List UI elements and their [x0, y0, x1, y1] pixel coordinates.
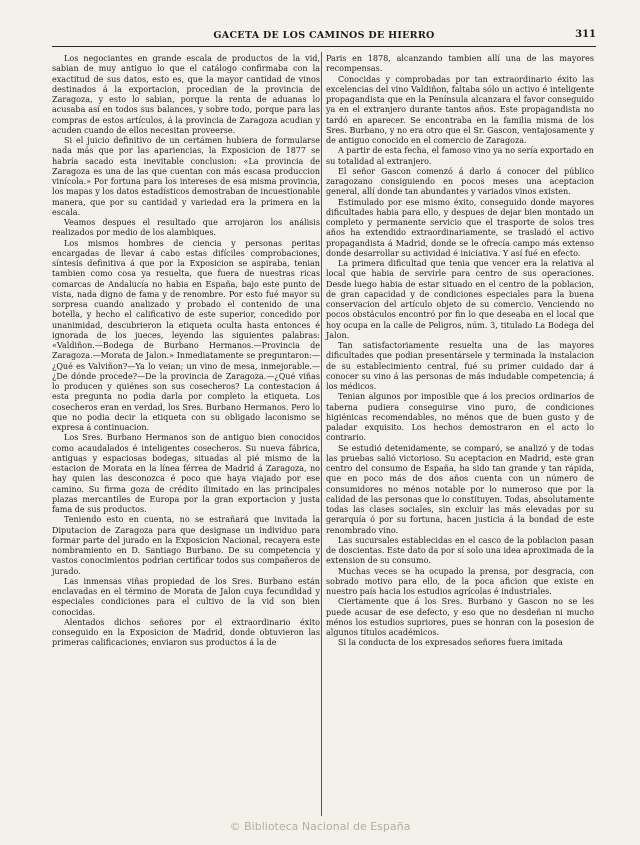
paragraph: A partir de esta fecha, el famoso vino ya no sería exportado en su totalidad al extranjero. [326, 146, 594, 166]
paragraph: Ciertamente que á los Sres. Burbano y Gascon no se les puede acusar de ese defecto, y eso que no desdeñan ni mucho ménos los estudios supriores, pues se honran con la posesion de algunos títulos académicos. [326, 597, 594, 637]
paragraph: Conocidas y comprobadas por tan extraordinario éxito las excelencias del vino Valdiñon, faltaba sólo un activo é inteligente propagandista que en la Península alcanzara el favor conseguido ya en el extranjero durante tantos años. Este propagandista no tardó en aparecer. Se encontraba en la familia misma de los Sres. Burbano, y no era otro que el Sr. Gascon, ventajosamente y de antiguo conocido en el comercio de Zaragoza. [326, 74, 594, 145]
paragraph: Paris en 1878, alcanzando tambien allí una de las mayores recompensas. [326, 54, 594, 74]
paragraph: Los Sres. Burbano Hermanos son de antiguo bien conocidos como acaudalados é inteligentes cosecheros. Su nueva fábrica, antiguas y espaciosas bodegas, situadas al pié mismo de la estacion de Morata en la línea férrea de Madrid á Zaragoza, no hay quien las desconozca é poco que haya viajado por ese camino. Su firma goza de crédito ilimitado en las principales plazas mercantiles de Europa por la gran exportacion y justa fama de sus productos. [52, 433, 320, 514]
paragraph: Se estudió detenidamente, se comparó, se analizó y de todas las pruebas salió victorioso. Su aceptacion en Madrid, este gran centro del consumo de España, ha sido tan grande y tan rápida, que en poco más de dos años cuenta con un número de consumidores no ménos notable por lo numeroso que por la calidad de las personas que lo constituyen. Todas, absolutamente todas las clases sociales, sin excluir las más elevadas por su gerarquía ó por su fortuna, hacen justicia á la bondad de este renombrado vino. [326, 443, 594, 535]
paragraph: Las inmensas viñas propiedad de los Sres. Burbano están enclavadas en el término de Morata de Jalon cuya fecundidad y especiales condiciones para el cultivo de la vid son bien conocidas. [52, 576, 320, 617]
left-column [52, 54, 320, 649]
paragraph: Teniendo esto en cuenta, no se estrañará que invitada la Diputacion de Zaragoza para que designase un individuo para formar parte del jurado en la Exposicion Nacional, recayera este nombramiento en D. Santiago Burbano. De su competencia y vastos conocimientos podrian certificar todos sus compañeros de jurado. [52, 515, 320, 576]
paragraph: La primera dificultad que tenia que vencer era la relativa al local que habia de servirle para centro de sus operaciones. Desde luego habia de estar situado en el centro de la poblacion, de gran capacidad y de condiciones especiales para la buena conservacion del artículo objeto de su comercio. Venciendo no pocos obstáculos encontró por fin lo que deseaba en el local que hoy ocupa en la calle de Peligros, núm. 3, titulado La Bodega del Jalon. [326, 259, 594, 340]
journal-title: GACETA DE LOS CAMINOS DE HIERRO [213, 30, 435, 41]
paragraph: Tenian algunos por imposible que á los precios ordinarios de taberna pudiera conseguirse vino puro, de condiciones higiénicas recomendables, no ménos que de buen gusto y de paladar exquisito. Los hechos demostraron en el acto lo contrario. [326, 392, 594, 443]
paragraph: Tan satisfactoriamente resuelta una de las mayores dificultades que podian presentársele y terminada la instalacion de su establecimiento central, fué su primer cuidado dar á conocer su vino á las personas de más indudable competencia; á los médicos. [326, 341, 594, 391]
paragraph: Si la conducta de los expresados señores fuera imitada [338, 638, 563, 648]
paragraph: Si el juicio definitivo de un certámen hubiera de formularse nada más que por las apariencias, la Exposicion de 1877 se habría sacado esta inevitable conclusion: «La provincia de Zaragoza es una de las que cuentan con más escasa produccion vinícola.» Por fortuna para los intereses de esa misma provincia, los mapas y los datos estadísticos demostraban de incuestionable manera, que por su cantidad y variedad era la primera en la escala. [52, 136, 320, 217]
paragraph: Los mismos hombres de ciencia y personas peritas encargadas de llevar á cabo estas difíciles comprobaciones, síntesis definitiva á que por la Exposicion se aspiraba, tenian tambien como cosa ya resuelta, que fuera de nuestras ricas comarcas de Andalucía no habia en España, bajo este punto de vista, nada digno de fama y de renombre. Por esto fué mayor su sorpresa cuando analizado y probado el contenido de una botella, y hecho el calificativo de este superior, concedido por unanimidad, descubrieron la etiqueta oculta hasta entonces é ignorada de los jueces, leyendo las siguientes palabras: «Valdiñon.—Bodega de Burbano Hermanos.—Provincia de Zaragoza.—Morata de Jalon.» Inmediatamente se preguntaron:—¿Qué es Valviñon?—Ya lo veian; un vino de mesa, inmejorable.—¿De dónde procede?—De la provincia de Zaragoza.—¿Qué viñas lo producen y quiénes son sus cosecheros? La contestacion á esta pregunta no podia darla por completo la etiqueta. Los cosecheros eran en verdad, los Sres. Burbano Hermanos. Pero lo que no podia decir la etiqueta con su obligado laconismo se expresa á continuacion. [52, 238, 320, 432]
right-column [326, 54, 594, 649]
paragraph: El señor Gascon comenzó á darlo á conocer del público zaragozano consiguiendo en pocos meses una aceptacion general, allí donde tan abundantes y variados vinos existen. [326, 166, 594, 197]
paragraph: Estimulado por ese mismo éxito, conseguido donde mayores dificultades habia para ello, y despues de dejar bien montado un completo y permanente servicio que el trasporte de solos tres años ha extendido extraordinariamente, se trasladó el activo propagandista á Madrid, donde se le ofrecía campo más extenso donde desarrollar su actividad é iniciativa. Y así fué en efecto. [326, 197, 594, 258]
column-divider [321, 52, 322, 816]
paragraph: Alentados dichos señores por el extraordinario éxito conseguido en la Exposicion de Madrid, donde obtuvieron las primeras calificaciones, enviaron sus productos á la de [52, 617, 320, 648]
library-watermark: © Biblioteca Nacional de España [229, 820, 411, 833]
paragraph: Muchas veces se ha ocupado la prensa, por desgracia, con sobrado motivo para ello, de la poca aficion que existe en nuestro país hacia los estudios agrícolas é industriales. [326, 566, 594, 596]
page-header [52, 28, 596, 46]
page-number: 311 [575, 29, 596, 40]
paragraph: Los negociantes en grande escala de productos de la vid, sabian de muy antiguo lo que el catálogo confirmaba con la exactitud de sus datos, esto es, que la mayor cantidad de vinos destinados á la exportacion, procedian de la provincia de Zaragoza, y esto lo sabian, porque la renta de aduanas lo acusaba así en todos sus balances, y sobre todo, porque para las compras de estos artículos, á la provincia de Zaragoza acudian y acuden cuando de ellos necesitan proveerse. [52, 54, 320, 135]
header-rule [52, 46, 596, 47]
paragraph: Las sucursales establecidas en el casco de la poblacion pasan de doscientas. Este dato da por sí solo una idea aproximada de la extension de su consumo. [326, 535, 594, 566]
paragraph: Veamos despues el resultado que arrojaron los análisis realizados por medio de los alambiques. [52, 218, 320, 238]
